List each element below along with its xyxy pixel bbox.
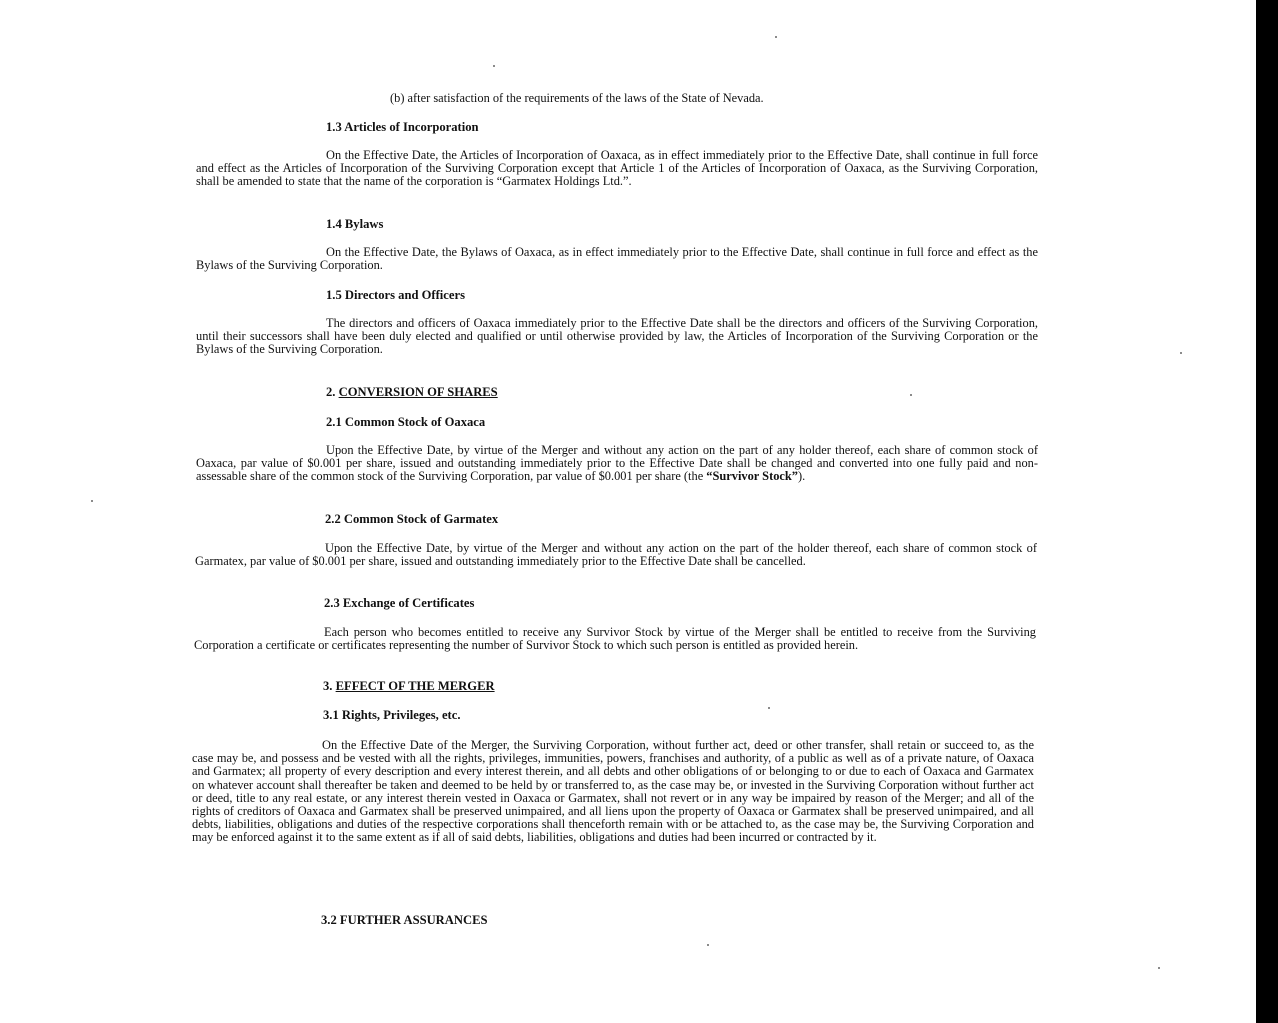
section-2-heading [326, 385, 498, 400]
scan-edge-bar [1256, 0, 1278, 1023]
section-title: Exchange of Certificates [342, 596, 475, 610]
scan-speck [1158, 967, 1160, 969]
section-title: Articles of Incorporation [344, 120, 479, 134]
section-title: Rights, Privileges, etc. [341, 708, 461, 722]
section-number: 1.3 [326, 120, 342, 134]
scan-speck [1180, 352, 1182, 354]
section-2-1-heading [326, 415, 485, 430]
section-title: FURTHER ASSURANCES [339, 913, 488, 927]
body-text: Upon the Effective Date, by virtue of the Merger and without any action on the part of any holder thereof, each share of common stock of Oaxaca, par value of $0.001 per share, issued and outstanding immediately prior to the Effective Date shall be changed and converted into one fully paid and non-assessable share of the common stock of the Surviving Corporation, par value of $0.001 per share (the [196, 443, 1038, 484]
scan-speck [768, 707, 770, 709]
section-3-1-heading [323, 708, 460, 723]
scan-speck [493, 65, 495, 67]
section-number: 3. [323, 679, 333, 693]
scan-speck [775, 36, 777, 38]
scan-speck [910, 394, 912, 396]
section-title: Bylaws [344, 217, 384, 231]
section-3-1-body: On the Effective Date of the Merger, the Surviving Corporation, without further act, deed or other transfer, shall retain or succeed to, as the case may be, and possess and be vested with all the rights, privileges, immunities, powers, franchises and authority, of a public as well as of a private nature, of Oaxaca and Garmatex; all property of every description and every interest therein, and all debts and other obligations of or belonging to or due to each of Oaxaca and Garmatex on whatever account shall thereafter be taken and deemed to be held by or transferred to, as the case may be, or invested in the Surviving Corporation without further act or deed, title to any real estate, or any interest therein vested in Oaxaca or Garmatex, shall not revert or in any way be impaired by reason of the Merger; and all of the rights of creditors of Oaxaca and Garmatex shall be preserved unimpaired, and all liens upon the property of Oaxaca or Garmatex shall be preserved unimpaired, and all debts, liabilities, obligations and duties of the respective corporations shall thenceforth remain with or be attached to, as the case may be, the Surviving Corporation and may be enforced against it to the same extent as if all of said debts, liabilities, obligations and duties had been incurred or contracted by it. [192, 738, 1034, 845]
intro-line: (b) after satisfaction of the requirements of the laws of the State of Nevada. [390, 91, 764, 105]
section-number: 2. [326, 385, 336, 399]
section-number: 1.4 [326, 217, 342, 231]
defined-term: “Survivor Stock” [706, 469, 798, 484]
section-number: 3.1 [323, 708, 339, 722]
section-2-3-body: Each person who becomes entitled to receive any Survivor Stock by virtue of the Merger shall be entitled to receive from the Surviving Corporation a certificate or certificates representing the number of Survivor Stock to which such person is entitled as provided herein. [194, 625, 1036, 653]
section-number: 3.2 [321, 913, 337, 927]
section-number: 2.1 [326, 415, 342, 429]
section-title: EFFECT OF THE MERGER [335, 679, 495, 693]
section-title: Common Stock of Oaxaca [344, 415, 486, 429]
section-1-4-heading [326, 217, 383, 232]
section-title: Common Stock of Garmatex [343, 512, 499, 526]
section-number: 2.2 [325, 512, 341, 526]
section-2-2-body: Upon the Effective Date, by virtue of the Merger and without any action on the part of the holder thereof, each share of common stock of Garmatex, par value of $0.001 per share, issued and outstanding immediately prior to the Effective Date shall be cancelled. [195, 541, 1037, 569]
section-title: Directors and Officers [344, 288, 465, 302]
section-1-5-body: The directors and officers of Oaxaca immediately prior to the Effective Date shall be the directors and officers of the Surviving Corporation, until their successors shall have been duly elected and qualified or until otherwise provided by law, the Articles of Incorporation of the Surviving Corporation or the Bylaws of the Surviving Corporation. [196, 316, 1038, 357]
section-3-heading [323, 679, 495, 694]
section-1-3-body: On the Effective Date, the Articles of Incorporation of Oaxaca, as in effect immediately prior to the Effective Date, shall continue in full force and effect as the Articles of Incorporation of the Surviving Corporation except that Article 1 of the Articles of Incorporation of Oaxaca, as the Surviving Corporation, shall be amended to state that the name of the corporation is “Garmatex Holdings Ltd.”. [196, 148, 1038, 189]
body-text-end: ). [797, 469, 806, 484]
section-2-1-body [196, 444, 1038, 484]
section-2-3-heading [324, 596, 474, 611]
scan-speck [707, 944, 709, 946]
section-number: 2.3 [324, 596, 340, 610]
section-1-3-heading [326, 120, 479, 135]
section-number: 1.5 [326, 288, 342, 302]
section-1-4-body: On the Effective Date, the Bylaws of Oaxaca, as in effect immediately prior to the Effective Date, shall continue in full force and effect as the Bylaws of the Surviving Corporation. [196, 245, 1038, 273]
section-2-2-heading [325, 512, 498, 527]
section-title: CONVERSION OF SHARES [338, 385, 498, 399]
section-1-5-heading [326, 288, 465, 303]
section-3-2-heading [321, 913, 487, 928]
scan-speck [91, 500, 93, 502]
